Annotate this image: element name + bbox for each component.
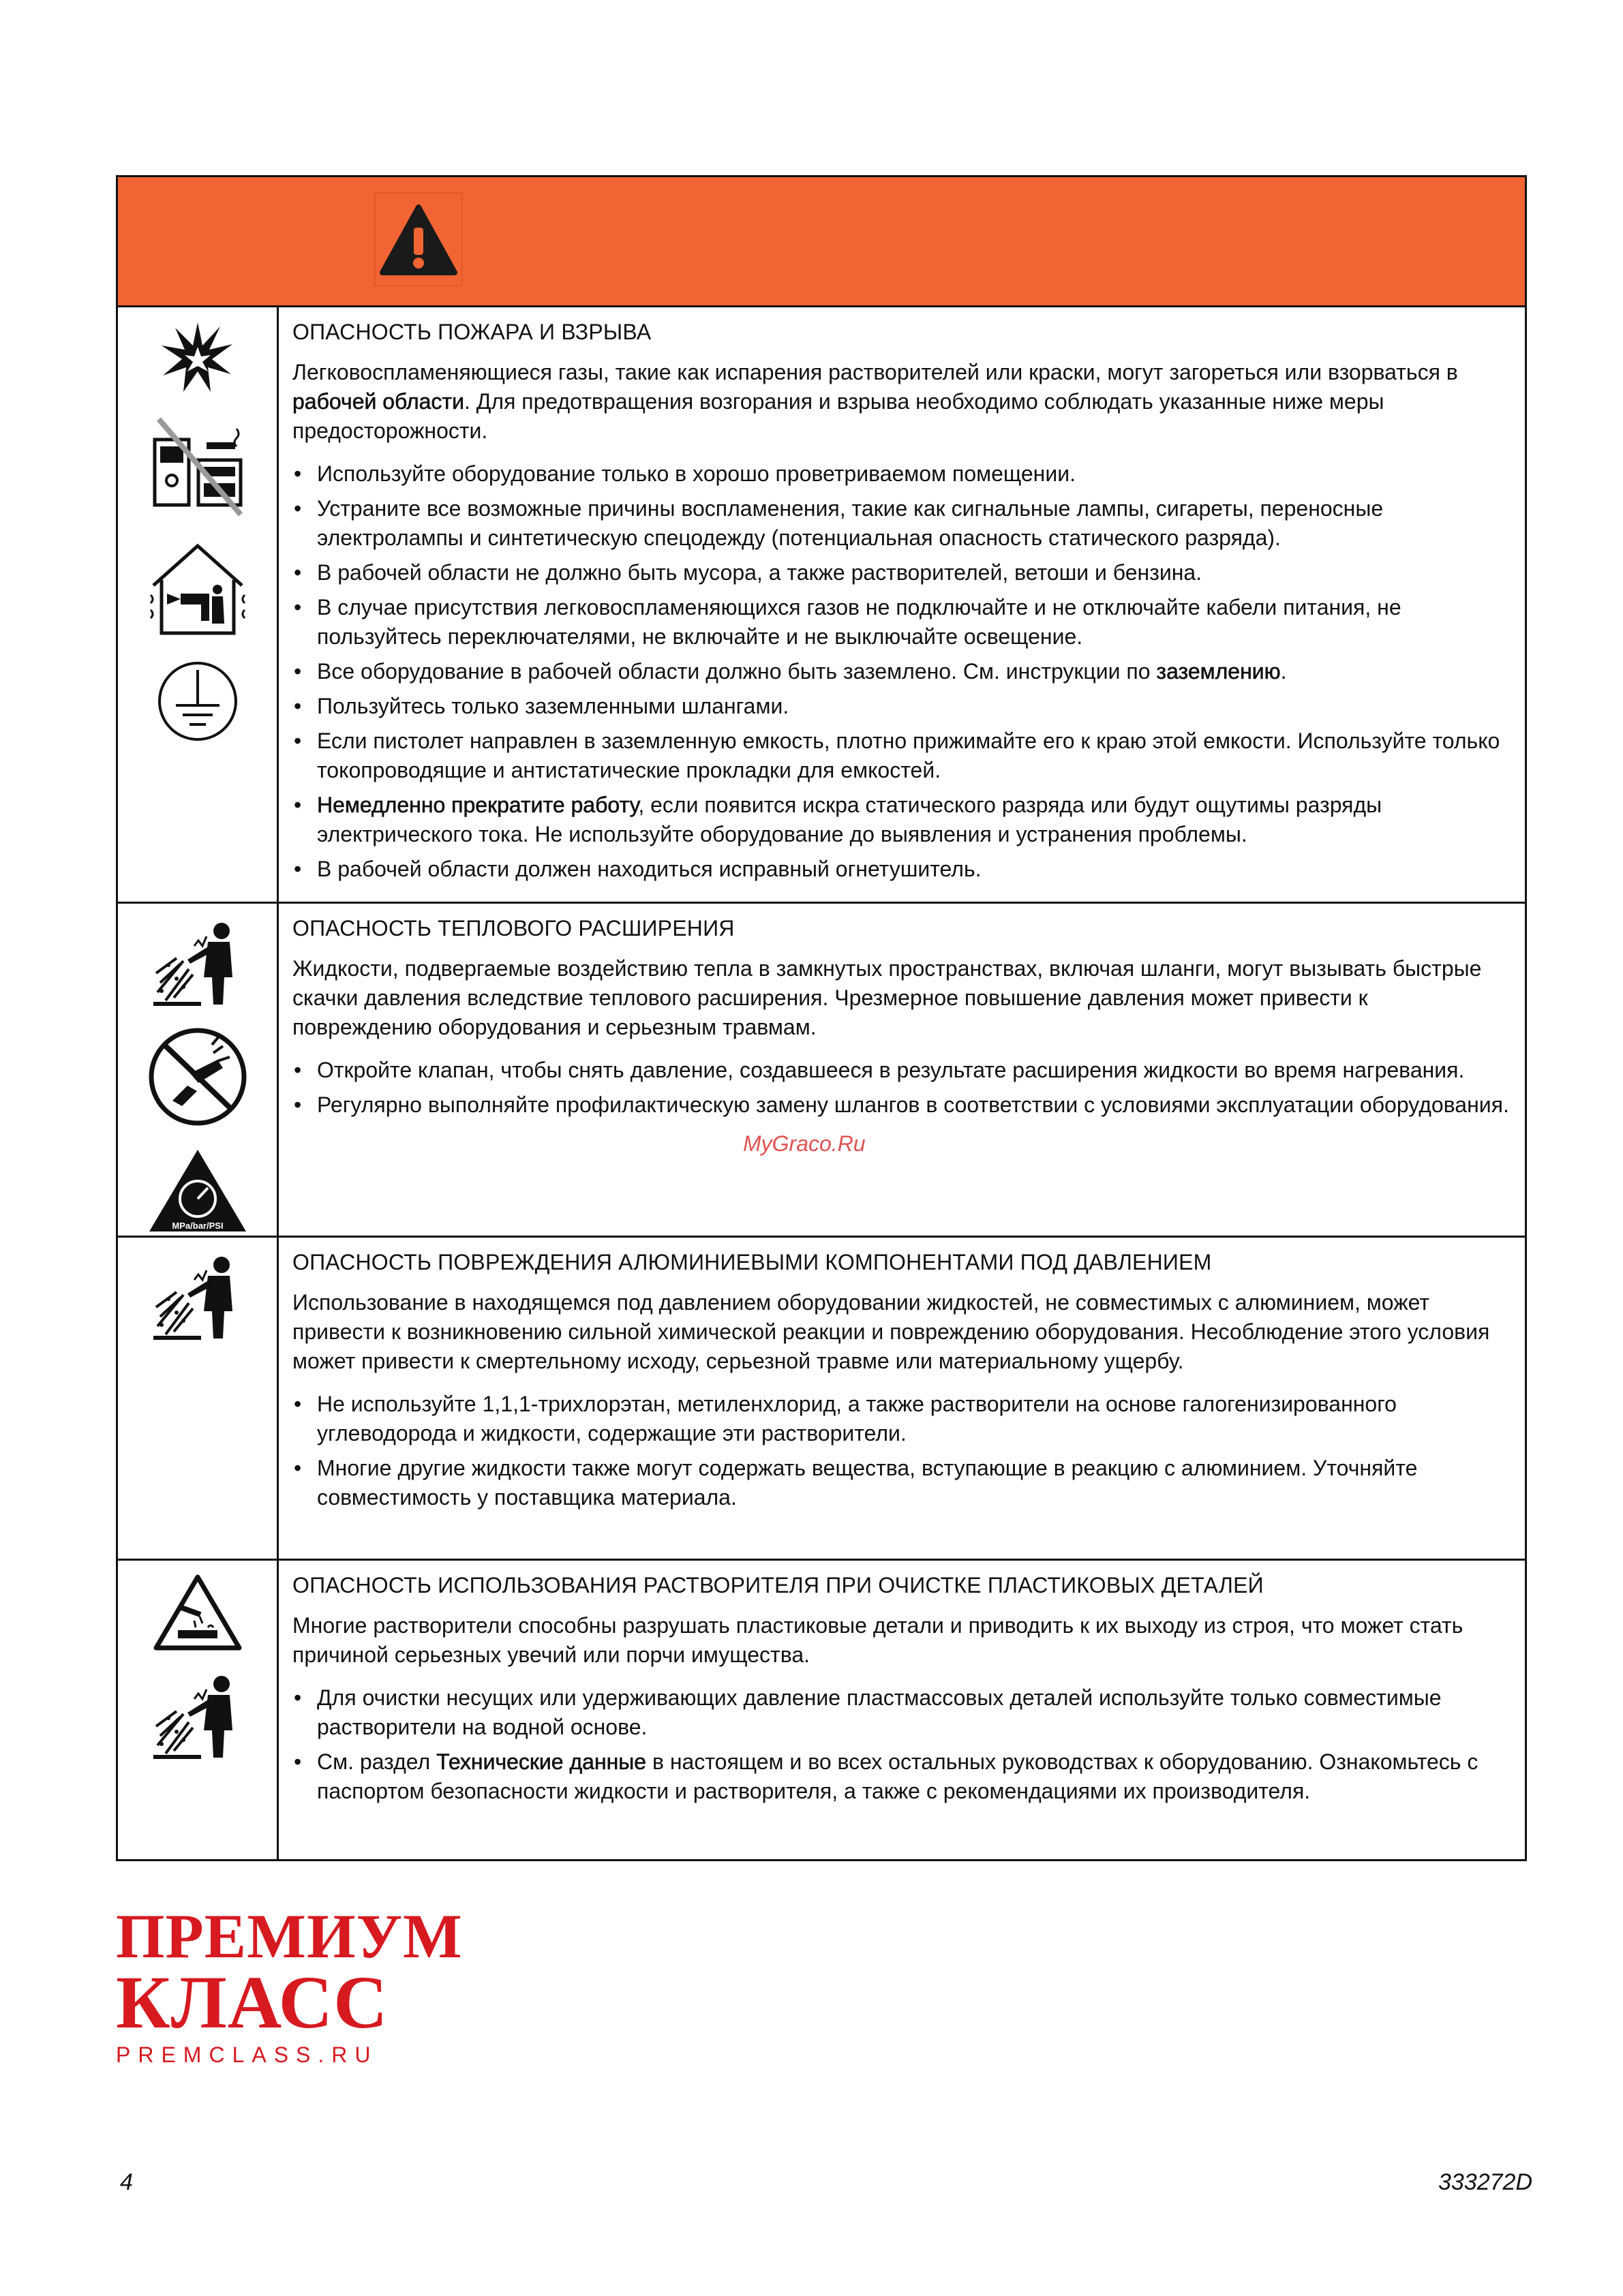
fire-explosion-section <box>118 307 1525 904</box>
icon-column <box>118 904 279 1236</box>
list-item: • Для очистки несущих или удерживающих давление пластмассовых деталей используйте только совместимые растворители на водной основе. <box>292 1683 1511 1742</box>
ground-icon <box>157 660 239 742</box>
icon-column <box>118 1561 279 1859</box>
list-item: • В рабочей области не должно быть мусора, а также растворителей, ветоши и бензина. <box>292 558 1511 587</box>
watermark: MyGraco.Ru <box>743 1131 866 1156</box>
splash-injury-icon <box>153 916 242 1008</box>
list-item: • Если пистолет направлен в заземленную емкость, плотно прижимайте его к краю этой емкости. Используйте только токопроводящие и антистатические прокладки для емкостей. <box>292 726 1511 785</box>
section-intro: Многие растворители способны разрушать пластиковые детали и приводить к их выходу из строя, что может стать причиной серьезных увечий или порчи имущества. <box>292 1613 1463 1667</box>
list-item: • Устраните все возможные причины воспламенения, такие как сигнальные лампы, сигареты, переносные электролампы и синтетическую спецодежду (потенциальная опасность статического разряда). <box>292 494 1511 553</box>
list-item: • В рабочей области должен находиться исправный огнетушитель. <box>292 855 1511 884</box>
list-item: • Немедленно прекратите работу, если появится искра статического разряда или будут ощутимы разряды электрического тока. Не используйте оборудование до выявления и устранения проблемы. <box>292 791 1511 849</box>
icon-column <box>118 1238 279 1559</box>
bullet-list <box>292 1683 1511 1806</box>
section-intro: Жидкости, подвергаемые воздействию тепла в замкнутых пространствах, включая шланги, могут вызывать быстрые скачки давления вследствие теплового расширения. Чрезмерное повышение давления может привести к повреждению оборудования и серьезным травмам. <box>292 956 1482 1039</box>
section-intro: Использование в находящемся под давлением оборудовании жидкостей, не совместимых с алюминием, может привести к возникновению сильной химической реакции и повреждению оборудования. Несоблюдение этого условия может привести к смертельному исходу, серьезной травме или материальному ущербу. <box>292 1290 1490 1373</box>
corrosive-hazard-icon <box>153 1573 242 1651</box>
document-code: 333272D <box>1438 2169 1532 2195</box>
page-number: 4 <box>120 2169 133 2195</box>
section-title: ОПАСНОСТЬ ТЕПЛОВОГО РАСШИРЕНИЯ <box>292 916 735 940</box>
splash-injury-icon <box>153 1669 242 1761</box>
premium-class-logo[interactable] <box>116 1901 463 2068</box>
explosion-icon <box>160 320 235 395</box>
list-item: • Все оборудование в рабочей области должно быть заземлено. См. инструкции по заземлению. <box>292 657 1511 686</box>
list-item: • См. раздел Технические данные в настоящем и во всех остальных руководствах к оборудованию. Ознакомьтесь с паспортом безопасности жидкости и растворителя, а также с рекомендациями их производителя. <box>292 1747 1511 1806</box>
bullet-list <box>292 1390 1511 1512</box>
list-item: • Многие другие жидкости также могут содержать вещества, вступающие в реакцию с алюминием. Уточняйте совместимость у поставщика материала. <box>292 1454 1511 1512</box>
logo-line-2: КЛАСС <box>116 1961 389 2044</box>
section-text <box>279 904 1525 1236</box>
section-title: ОПАСНОСТЬ ИСПОЛЬЗОВАНИЯ РАСТВОРИТЕЛЯ ПРИ ОЧИСТКЕ ПЛАСТИКОВЫХ ДЕТАЛЕЙ <box>292 1573 1264 1597</box>
warning-triangle-icon <box>374 192 463 286</box>
list-item: • Не используйте 1,1,1-трихлорэтан, метиленхлорид, а также растворители на основе галогенизированного углеводорода и жидкости, содержащие эти растворители. <box>292 1390 1511 1448</box>
section-title: ОПАСНОСТЬ ПОВРЕЖДЕНИЯ АЛЮМИНИЕВЫМИ КОМПОНЕНТАМИ ПОД ДАВЛЕНИЕМ <box>292 1250 1212 1274</box>
warning-header <box>118 177 1525 307</box>
list-item: • Откройте клапан, чтобы снять давление, создавшееся в результате расширения жидкости во время нагревания. <box>292 1056 1511 1085</box>
list-item: • Пользуйтесь только заземленными шлангами. <box>292 692 1511 721</box>
plastic-cleaning-section <box>118 1561 1525 1859</box>
section-title: ОПАСНОСТЬ ПОЖАРА И ВЗРЫВА <box>292 320 652 344</box>
no-smoking-no-flame-icon <box>147 415 249 517</box>
logo-line-1: ПРЕМИУМ <box>116 1901 463 1971</box>
logo-url: PREMCLASS.RU <box>116 2042 378 2067</box>
list-item: • В случае присутствия легковоспламеняющихся газов не подключайте и не отключайте кабели питания, не пользуйтесь переключателями, не включайте и не выключайте освещение. <box>292 593 1511 652</box>
svg-text:MPa/bar/PSI: MPa/bar/PSI <box>171 1221 224 1231</box>
ventilation-house-icon <box>147 538 249 640</box>
pressure-gauge-icon <box>147 1146 249 1234</box>
bullet-list <box>292 1056 1511 1120</box>
section-text <box>279 1238 1525 1559</box>
warning-table <box>116 175 1527 1861</box>
section-text <box>279 307 1525 902</box>
no-hand-over-spray-icon <box>147 1026 249 1128</box>
section-intro: Легковоспламеняющиеся газы, такие как испарения растворителей или краски, могут загореться или взорваться в рабочей области. Для предотвращения возгорания и взрыва необходимо соблюдать указанные ниже меры предосторожности. <box>292 360 1458 443</box>
aluminum-pressure-section <box>118 1238 1525 1561</box>
section-text <box>279 1561 1525 1859</box>
bullet-list <box>292 459 1511 884</box>
splash-injury-icon <box>153 1250 242 1342</box>
icon-column <box>118 307 279 902</box>
list-item: • Используйте оборудование только в хорошо проветриваемом помещении. <box>292 459 1511 489</box>
thermal-expansion-section <box>118 904 1525 1238</box>
list-item: • Регулярно выполняйте профилактическую замену шлангов в соответствии с условиями эксплуатации оборудования. <box>292 1090 1511 1120</box>
